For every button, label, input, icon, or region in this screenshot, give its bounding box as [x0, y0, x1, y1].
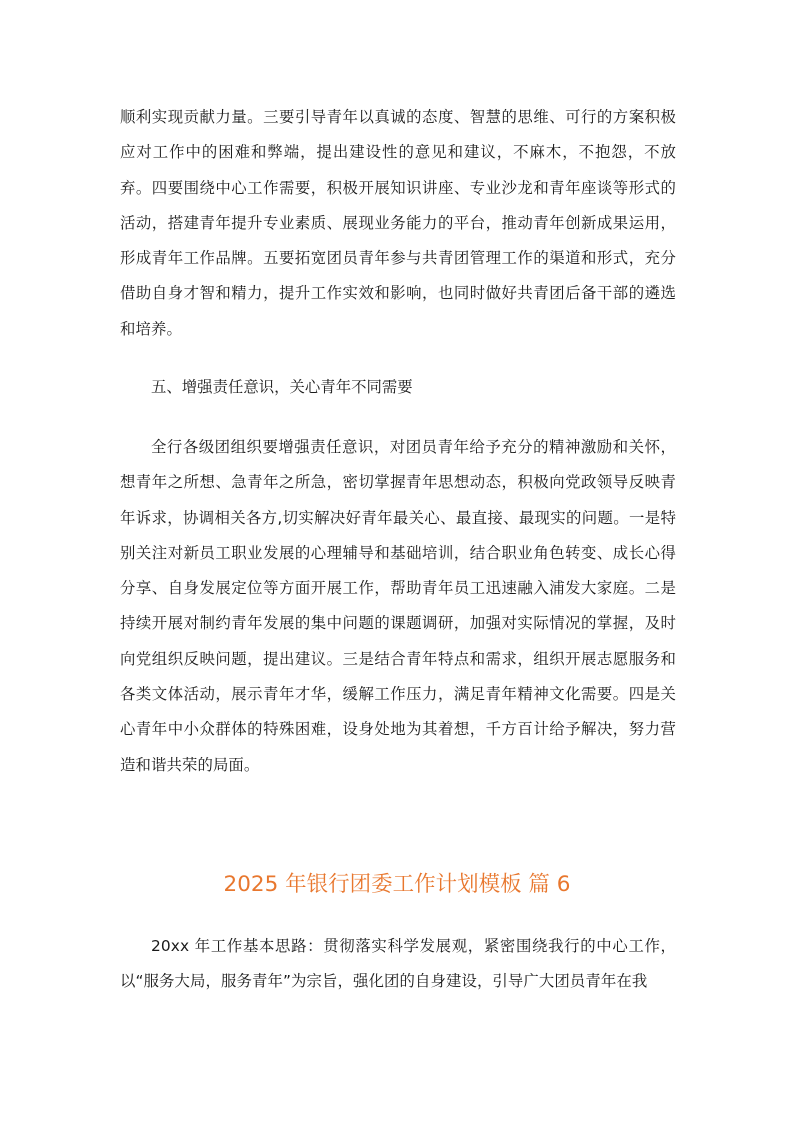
section-title: 2025 年银行团委工作计划模板 篇 6 — [223, 872, 571, 897]
body-paragraph-five: 全行各级团组织要增强责任意识，对团员青年给予充分的精神激励和关怀，想青年之所想、急青年之所急，密切掌握青年思想动态，积极向党政领导反映青年诉求，协调相关各方,切实解决好青年最关心、最直接、最现实的问题。一是特别关注对新员工职业发展的心理辅导和基础培训，结合职业角色转变、成长心得分享、自身发展定位等方面开展工作，帮助青年员工迅速融入浦发大家庭。二是持续开展对制约青年发展的集中问题的课题调研，加强对实际情况的掌握，及时向党组织反映问题，提出建议。三是结合青年特点和需求，组织开展志愿服务和各类文体活动，展示青年才华，缓解工作压力，满足青年精神文化需要。四是关心青年中小众群体的特殊困难，设身处地为其着想，千方百计给予解决，努力营造和谐共荣的局面。 — [120, 438, 676, 774]
section-heading-five: 五、增强责任意识，关心青年不同需要 — [151, 378, 413, 396]
body-paragraph-six: 20xx 年工作基本思路：贯彻落实科学发展观，紧密围绕我行的中心工作，以“服务大局，服务青年”为宗旨，强化团的自身建设，引导广大团员青年在我 — [120, 937, 676, 991]
body-paragraph-continuation: 顺利实现贡献力量。三要引导青年以真诚的态度、智慧的思维、可行的方案积极应对工作中的困难和弊端，提出建设性的意见和建议，不麻木，不抱怨，不放弃。四要围绕中心工作需要，积极开展知识讲座、专业沙龙和青年座谈等形式的活动，搭建青年提升专业素质、展现业务能力的平台，推动青年创新成果运用，形成青年工作品牌。五要拓宽团员青年参与共青团管理工作的渠道和形式，充分借助自身才智和精力，提升工作实效和影响，也同时做好共青团后备干部的遴选和培养。 — [120, 108, 676, 338]
